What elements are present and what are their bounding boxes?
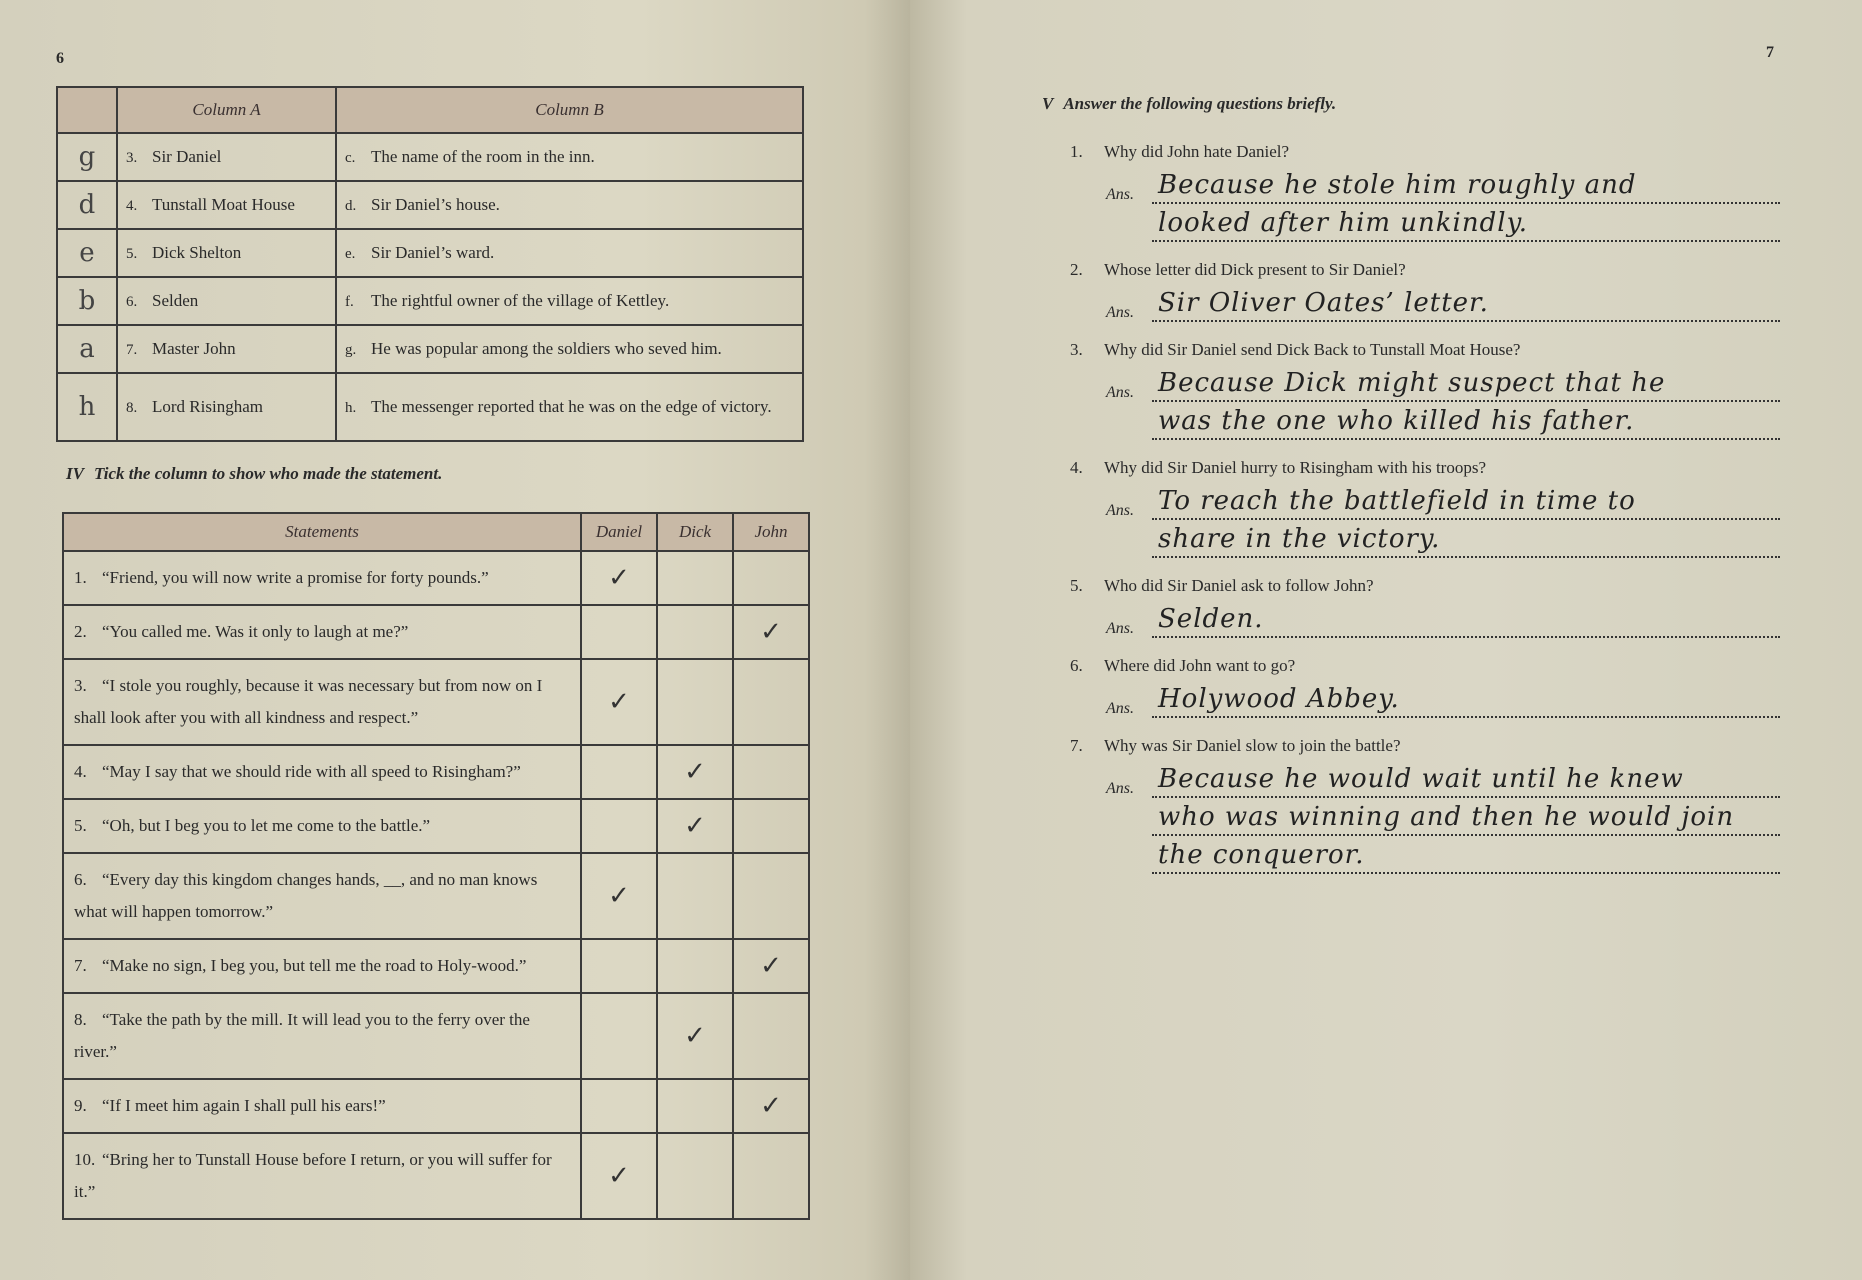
- statement-number: 6.: [74, 870, 87, 889]
- tick-header-dick: Dick: [657, 513, 733, 551]
- tick-cell-daniel: [581, 939, 657, 993]
- tick-cell-daniel: [581, 799, 657, 853]
- answer-block: [1070, 364, 1780, 440]
- column-b-letter: g.: [345, 342, 357, 358]
- question-number: 1.: [1070, 142, 1083, 161]
- tick-cell-john: [733, 1133, 809, 1219]
- tick-cell-daniel: [581, 745, 657, 799]
- column-b-text: The name of the room in the inn.: [371, 147, 595, 166]
- statement-number: 8.: [74, 1010, 87, 1029]
- statement-row: [63, 605, 809, 659]
- question: [1070, 260, 1780, 280]
- match-header-row: [57, 87, 803, 133]
- statement-row: [63, 745, 809, 799]
- match-row: [57, 373, 803, 441]
- column-b-cell: [336, 325, 803, 373]
- answer-line: [1070, 760, 1780, 798]
- handwritten-answer: who was winning and then he would join: [1152, 800, 1780, 836]
- statement-text: “Every day this kingdom changes hands, __, and no man knows what will happen tomorrow.”: [74, 870, 538, 921]
- match-header-blank: [57, 87, 117, 133]
- tick-cell-daniel: ✓: [581, 853, 657, 939]
- column-b-letter: d.: [345, 198, 357, 214]
- question-item: [1070, 260, 1780, 322]
- statement-text: “Bring her to Tunstall House before I return, or you will suffer for it.”: [74, 1150, 552, 1201]
- answer-line: [1070, 364, 1780, 402]
- answer-line: [1070, 600, 1780, 638]
- column-b-text: The rightful owner of the village of Kettley.: [371, 291, 670, 310]
- statement-row: [63, 551, 809, 605]
- statement-cell: [63, 1079, 581, 1133]
- column-a-number: 6.: [126, 294, 138, 310]
- tick-cell-daniel: [581, 605, 657, 659]
- match-table: [56, 86, 804, 442]
- statement-cell: [63, 745, 581, 799]
- ans-label: Ans.: [1106, 780, 1134, 797]
- handwritten-answer: the conqueror.: [1152, 838, 1780, 874]
- question: [1070, 142, 1780, 162]
- question-text: Why was Sir Daniel slow to join the battle?: [1104, 736, 1401, 755]
- match-header-col-b: Column B: [336, 87, 803, 133]
- column-a-number: 7.: [126, 342, 138, 358]
- column-b-cell: [336, 277, 803, 325]
- column-a-text: Selden: [152, 291, 199, 310]
- answer-line: [1070, 482, 1780, 520]
- question-text: Why did John hate Daniel?: [1104, 142, 1290, 161]
- statement-cell: [63, 853, 581, 939]
- tick-cell-john: ✓: [733, 939, 809, 993]
- statement-number: 2.: [74, 622, 87, 641]
- column-b-cell: [336, 373, 803, 441]
- column-a-number: 3.: [126, 150, 138, 166]
- answer-block: [1070, 760, 1780, 874]
- question-text: Why did Sir Daniel send Dick Back to Tunstall Moat House?: [1104, 340, 1521, 359]
- question-number: 3.: [1070, 340, 1083, 359]
- answer-line: [1070, 402, 1780, 440]
- section-v-text: Answer the following questions briefly.: [1063, 94, 1337, 113]
- statement-cell: [63, 605, 581, 659]
- answer-block: [1070, 482, 1780, 558]
- tick-cell-daniel: [581, 1079, 657, 1133]
- page-number-left: 6: [56, 50, 64, 67]
- statement-cell: [63, 551, 581, 605]
- tick-cell-daniel: ✓: [581, 659, 657, 745]
- tick-table: [62, 512, 810, 1220]
- statement-text: “Take the path by the mill. It will lead you to the ferry over the river.”: [74, 1010, 530, 1061]
- column-b-text: He was popular among the soldiers who seved him.: [371, 339, 722, 358]
- handwritten-answer: Because he would wait until he knew: [1152, 762, 1780, 798]
- section-v-roman: V: [1042, 94, 1054, 113]
- column-b-cell: [336, 181, 803, 229]
- section-iv-roman: IV: [66, 464, 84, 483]
- statement-text: “May I say that we should ride with all speed to Risingham?”: [102, 762, 521, 781]
- question-number: 7.: [1070, 736, 1083, 755]
- statement-text: “I stole you roughly, because it was necessary but from now on I shall look after you with all kindness and respect.”: [74, 676, 543, 727]
- handwritten-answer: was the one who killed his father.: [1152, 404, 1780, 440]
- question-item: [1070, 576, 1780, 638]
- column-b-text: Sir Daniel’s house.: [371, 195, 500, 214]
- answer-line: [1070, 836, 1780, 874]
- tick-cell-dick: [657, 551, 733, 605]
- left-page: [0, 0, 910, 1280]
- statement-row: [63, 1133, 809, 1219]
- statement-row: [63, 993, 809, 1079]
- tick-cell-john: [733, 659, 809, 745]
- column-a-cell: [117, 133, 336, 181]
- answer-line: [1070, 166, 1780, 204]
- answer-line: [1070, 204, 1780, 242]
- tick-cell-dick: [657, 605, 733, 659]
- handwritten-answer-letter: b: [57, 277, 117, 325]
- tick-cell-john: ✓: [733, 1079, 809, 1133]
- column-b-letter: c.: [345, 150, 356, 166]
- statement-text: “Friend, you will now write a promise for forty pounds.”: [102, 568, 489, 587]
- handwritten-answer-letter: g: [57, 133, 117, 181]
- statement-number: 4.: [74, 762, 87, 781]
- ans-label: Ans.: [1106, 304, 1134, 321]
- column-b-text: The messenger reported that he was on the edge of victory.: [371, 396, 772, 416]
- answer-block: [1070, 600, 1780, 638]
- statement-text: “Make no sign, I beg you, but tell me the road to Holy-wood.”: [102, 956, 527, 975]
- tick-cell-john: [733, 799, 809, 853]
- handwritten-answer-letter: d: [57, 181, 117, 229]
- column-b-cell: [336, 133, 803, 181]
- question: [1070, 736, 1780, 756]
- tick-cell-dick: ✓: [657, 745, 733, 799]
- statement-row: [63, 1079, 809, 1133]
- handwritten-answer: share in the victory.: [1152, 522, 1780, 558]
- tick-cell-daniel: ✓: [581, 1133, 657, 1219]
- column-a-text: Sir Daniel: [152, 147, 222, 166]
- section-v-title: [1042, 94, 1336, 114]
- handwritten-answer: Because Dick might suspect that he: [1152, 366, 1780, 402]
- question-item: [1070, 340, 1780, 440]
- ans-label: Ans.: [1106, 502, 1134, 519]
- column-b-text: Sir Daniel’s ward.: [371, 243, 495, 262]
- statement-cell: [63, 1133, 581, 1219]
- answer-block: [1070, 680, 1780, 718]
- column-b-cell: [336, 229, 803, 277]
- answer-line: [1070, 284, 1780, 322]
- column-b-letter: e.: [345, 246, 356, 262]
- question: [1070, 458, 1780, 478]
- tick-header-row: [63, 513, 809, 551]
- question-item: [1070, 142, 1780, 242]
- question-number: 5.: [1070, 576, 1083, 595]
- tick-cell-dick: ✓: [657, 799, 733, 853]
- question-list: [1070, 142, 1780, 892]
- column-b-letter: h.: [345, 399, 357, 416]
- tick-cell-john: [733, 745, 809, 799]
- column-a-text: Dick Shelton: [152, 243, 242, 262]
- tick-cell-dick: [657, 659, 733, 745]
- match-row: [57, 229, 803, 277]
- match-row: [57, 277, 803, 325]
- question-item: [1070, 736, 1780, 874]
- tick-cell-daniel: [581, 993, 657, 1079]
- tick-header-daniel: Daniel: [581, 513, 657, 551]
- question-number: 2.: [1070, 260, 1083, 279]
- handwritten-answer: Sir Oliver Oates’ letter.: [1152, 286, 1780, 322]
- handwritten-answer-letter: e: [57, 229, 117, 277]
- match-header-col-a: Column A: [117, 87, 336, 133]
- question-text: Where did John want to go?: [1104, 656, 1296, 675]
- match-row: [57, 133, 803, 181]
- column-a-cell: [117, 325, 336, 373]
- match-row: [57, 325, 803, 373]
- match-row: [57, 181, 803, 229]
- tick-table-body: [63, 551, 809, 1219]
- answer-line: [1070, 680, 1780, 718]
- statement-text: “Oh, but I beg you to let me come to the battle.”: [102, 816, 431, 835]
- handwritten-answer: Because he stole him roughly and: [1152, 168, 1780, 204]
- statement-number: 10.: [74, 1150, 96, 1169]
- ans-label: Ans.: [1106, 620, 1134, 637]
- question-item: [1070, 656, 1780, 718]
- ans-label: Ans.: [1106, 186, 1134, 203]
- column-a-cell: [117, 373, 336, 441]
- handwritten-answer-letter: a: [57, 325, 117, 373]
- column-b-letter: f.: [345, 294, 354, 310]
- column-a-number: 5.: [126, 246, 138, 262]
- statement-cell: [63, 799, 581, 853]
- statement-row: [63, 853, 809, 939]
- statement-text: “If I meet him again I shall pull his ears!”: [102, 1096, 386, 1115]
- tick-cell-john: [733, 551, 809, 605]
- statement-number: 9.: [74, 1096, 87, 1115]
- tick-cell-dick: ✓: [657, 993, 733, 1079]
- question-text: Why did Sir Daniel hurry to Risingham with his troops?: [1104, 458, 1486, 477]
- statement-cell: [63, 939, 581, 993]
- question-number: 4.: [1070, 458, 1083, 477]
- question-number: 6.: [1070, 656, 1083, 675]
- tick-cell-dick: [657, 1079, 733, 1133]
- answer-block: [1070, 284, 1780, 322]
- statement-number: 1.: [74, 568, 87, 587]
- column-a-cell: [117, 229, 336, 277]
- tick-cell-dick: [657, 939, 733, 993]
- column-a-text: Master John: [152, 339, 236, 358]
- tick-header-statements: Statements: [63, 513, 581, 551]
- column-a-number: 8.: [126, 400, 138, 416]
- handwritten-answer: looked after him unkindly.: [1152, 206, 1780, 242]
- question-text: Who did Sir Daniel ask to follow John?: [1104, 576, 1374, 595]
- column-a-number: 4.: [126, 198, 138, 214]
- tick-cell-john: [733, 853, 809, 939]
- question: [1070, 656, 1780, 676]
- section-iv-text: Tick the column to show who made the statement.: [93, 464, 443, 483]
- column-a-cell: [117, 181, 336, 229]
- statement-number: 5.: [74, 816, 87, 835]
- statement-row: [63, 799, 809, 853]
- tick-cell-dick: [657, 853, 733, 939]
- tick-cell-john: [733, 993, 809, 1079]
- tick-cell-daniel: ✓: [581, 551, 657, 605]
- statement-number: 7.: [74, 956, 87, 975]
- column-a-text: Tunstall Moat House: [152, 195, 295, 214]
- question: [1070, 340, 1780, 360]
- question-item: [1070, 458, 1780, 558]
- tick-cell-dick: [657, 1133, 733, 1219]
- match-table-body: [57, 133, 803, 441]
- question: [1070, 576, 1780, 596]
- handwritten-answer: To reach the battlefield in time to: [1152, 484, 1780, 520]
- tick-cell-john: ✓: [733, 605, 809, 659]
- ans-label: Ans.: [1106, 384, 1134, 401]
- tick-header-john: John: [733, 513, 809, 551]
- statement-text: “You called me. Was it only to laugh at me?”: [102, 622, 409, 641]
- answer-block: [1070, 166, 1780, 242]
- statement-cell: [63, 993, 581, 1079]
- answer-line: [1070, 798, 1780, 836]
- column-a-cell: [117, 277, 336, 325]
- question-text: Whose letter did Dick present to Sir Daniel?: [1104, 260, 1406, 279]
- ans-label: Ans.: [1106, 700, 1134, 717]
- handwritten-answer: Holywood Abbey.: [1152, 682, 1780, 718]
- statement-number: 3.: [74, 676, 87, 695]
- handwritten-answer-letter: h: [57, 373, 117, 441]
- statement-row: [63, 939, 809, 993]
- section-iv-title: [66, 464, 442, 484]
- answer-line: [1070, 520, 1780, 558]
- statement-row: [63, 659, 809, 745]
- handwritten-answer: Selden.: [1152, 602, 1780, 638]
- page-number-right: 7: [1766, 44, 1774, 61]
- column-a-text: Lord Risingham: [152, 397, 263, 416]
- statement-cell: [63, 659, 581, 745]
